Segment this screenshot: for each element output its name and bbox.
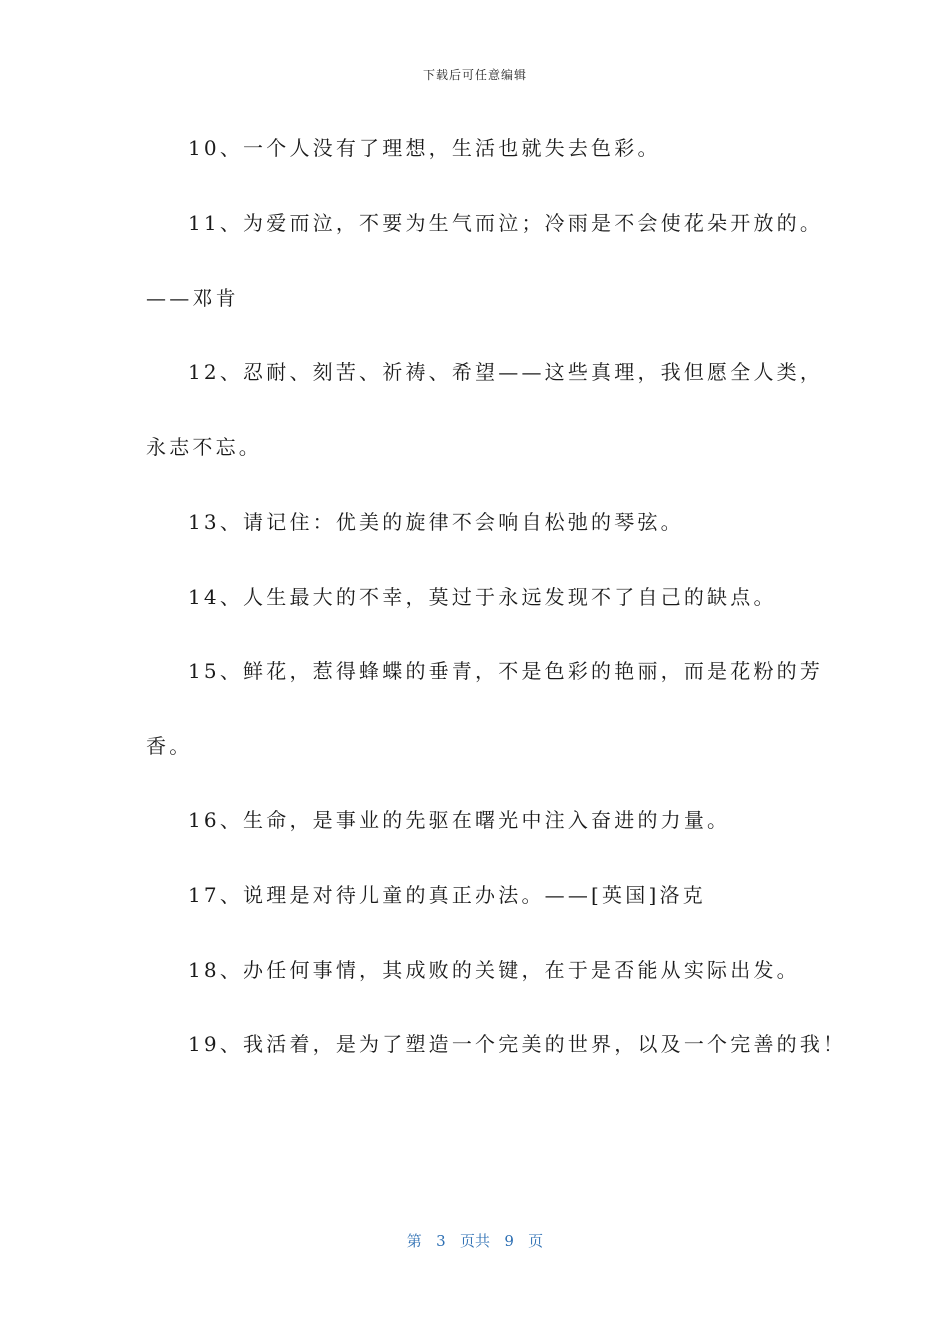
quote-17: 17、说理是对待儿童的真正办法。——[英国]洛克 xyxy=(188,883,706,907)
page-number-footer xyxy=(0,1230,950,1251)
footer-prefix: 第 xyxy=(406,1232,422,1250)
footer-middle: 页共 xyxy=(459,1232,490,1250)
quote-10: 10、一个人没有了理想，生活也就失去色彩。 xyxy=(188,136,661,160)
quote-15-continued: 香。 xyxy=(146,734,193,758)
quote-13: 13、请记住：优美的旋律不会响自松弛的琴弦。 xyxy=(188,510,684,534)
quote-14: 14、人生最大的不幸，莫过于永远发现不了自己的缺点。 xyxy=(188,585,777,609)
quote-18: 18、办任何事情，其成败的关键，在于是否能从实际出发。 xyxy=(188,958,800,982)
quote-11: 11、为爱而泣，不要为生气而泣；冷雨是不会使花朵开放的。 xyxy=(188,211,824,235)
quote-12: 12、忍耐、刻苦、祈祷、希望——这些真理，我但愿全人类， xyxy=(188,360,824,384)
quote-15: 15、鲜花，惹得蜂蝶的垂青，不是色彩的艳丽，而是花粉的芳 xyxy=(188,659,824,683)
quote-16: 16、生命，是事业的先驱在曙光中注入奋进的力量。 xyxy=(188,808,731,832)
footer-suffix: 页 xyxy=(528,1232,544,1250)
quote-12-continued: 永志不忘。 xyxy=(146,435,262,459)
page-header-note: 下载后可任意编辑 xyxy=(422,68,527,82)
footer-total-pages: 9 xyxy=(504,1232,514,1250)
quote-11-attribution: ——邓肯 xyxy=(146,286,239,310)
footer-current-page: 3 xyxy=(436,1232,446,1250)
quote-19: 19、我活着，是为了塑造一个完美的世界，以及一个完善的我！ xyxy=(188,1032,847,1056)
